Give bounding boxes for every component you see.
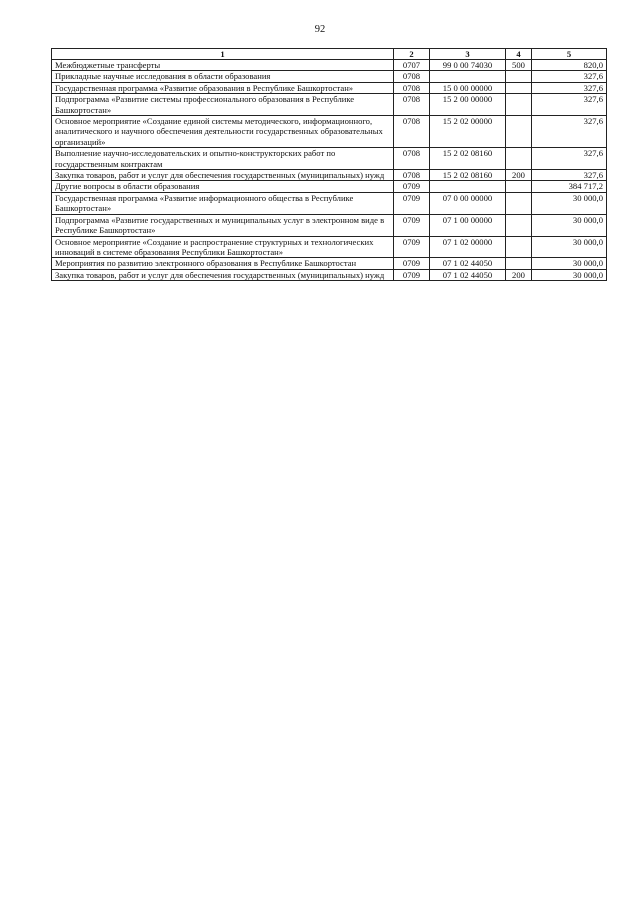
- row-expense-type: [506, 71, 532, 82]
- row-name: Выполнение научно-исследовательских и опытно-конструкторских работ по государственным контрактам: [52, 148, 394, 170]
- row-section-code: 0708: [394, 116, 430, 148]
- header-col-3: 3: [430, 49, 506, 60]
- row-amount: 327,6: [532, 71, 607, 82]
- row-section-code: 0708: [394, 71, 430, 82]
- table-row: [52, 116, 607, 148]
- row-name: Межбюджетные трансферты: [52, 60, 394, 71]
- row-target-code: 15 2 00 00000: [430, 94, 506, 116]
- row-target-code: 15 2 02 08160: [430, 170, 506, 181]
- row-section-code: 0709: [394, 236, 430, 258]
- row-amount: 30 000,0: [532, 192, 607, 214]
- row-expense-type: 200: [506, 170, 532, 181]
- table-header: [52, 49, 607, 60]
- table-row: [52, 82, 607, 93]
- row-section-code: 0709: [394, 258, 430, 269]
- row-name: Подпрограмма «Развитие системы профессионального образования в Республике Башкортостан»: [52, 94, 394, 116]
- row-section-code: 0708: [394, 148, 430, 170]
- row-amount: 30 000,0: [532, 214, 607, 236]
- row-expense-type: 500: [506, 60, 532, 71]
- table-row: [52, 269, 607, 280]
- table-row: [52, 258, 607, 269]
- header-col-2: 2: [394, 49, 430, 60]
- row-amount: 327,6: [532, 116, 607, 148]
- row-expense-type: [506, 148, 532, 170]
- row-name: Подпрограмма «Развитие государственных и муниципальных услуг в электронном виде в Республике Башкортостан»: [52, 214, 394, 236]
- row-name: Государственная программа «Развитие образования в Республике Башкортостан»: [52, 82, 394, 93]
- row-target-code: 07 1 02 00000: [430, 236, 506, 258]
- row-expense-type: [506, 116, 532, 148]
- row-target-code: 07 0 00 00000: [430, 192, 506, 214]
- row-name: Прикладные научные исследования в области образования: [52, 71, 394, 82]
- row-section-code: 0707: [394, 60, 430, 71]
- row-amount: 327,6: [532, 94, 607, 116]
- row-expense-type: [506, 82, 532, 93]
- row-section-code: 0708: [394, 170, 430, 181]
- header-col-1: 1: [52, 49, 394, 60]
- row-section-code: 0708: [394, 94, 430, 116]
- row-expense-type: [506, 258, 532, 269]
- header-col-4: 4: [506, 49, 532, 60]
- row-amount: 327,6: [532, 148, 607, 170]
- table-body: [52, 60, 607, 281]
- row-expense-type: [506, 181, 532, 192]
- page-number: 92: [314, 24, 326, 35]
- table-row: [52, 170, 607, 181]
- table-row: [52, 181, 607, 192]
- row-name: Основное мероприятие «Создание и распространение структурных и технологических инноваций в системе образования Республики Башкортостан»: [52, 236, 394, 258]
- row-expense-type: [506, 236, 532, 258]
- row-name: Другие вопросы в области образования: [52, 181, 394, 192]
- table-row: [52, 94, 607, 116]
- row-section-code: 0709: [394, 192, 430, 214]
- table-row: [52, 236, 607, 258]
- table-row: [52, 214, 607, 236]
- row-target-code: 99 0 00 74030: [430, 60, 506, 71]
- row-target-code: 15 0 00 00000: [430, 82, 506, 93]
- row-target-code: 07 1 02 44050: [430, 269, 506, 280]
- table-row: [52, 71, 607, 82]
- row-target-code: 15 2 02 00000: [430, 116, 506, 148]
- row-section-code: 0708: [394, 82, 430, 93]
- budget-table: [51, 48, 607, 281]
- row-name: Мероприятия по развитию электронного образования в Республике Башкортостан: [52, 258, 394, 269]
- table-row: [52, 192, 607, 214]
- row-target-code: 15 2 02 08160: [430, 148, 506, 170]
- header-col-5: 5: [532, 49, 607, 60]
- row-target-code: [430, 181, 506, 192]
- row-name: Закупка товаров, работ и услуг для обеспечения государственных (муниципальных) нужд: [52, 170, 394, 181]
- row-amount: 327,6: [532, 82, 607, 93]
- row-name: Государственная программа «Развитие информационного общества в Республике Башкортостан»: [52, 192, 394, 214]
- row-amount: 30 000,0: [532, 269, 607, 280]
- row-target-code: [430, 71, 506, 82]
- row-target-code: 07 1 02 44050: [430, 258, 506, 269]
- row-amount: 30 000,0: [532, 236, 607, 258]
- row-name: Основное мероприятие «Создание единой системы методического, информационного, аналитического и научного обеспечения деятельности государственных образовательных организаций»: [52, 116, 394, 148]
- row-amount: 384 717,2: [532, 181, 607, 192]
- row-section-code: 0709: [394, 214, 430, 236]
- row-expense-type: [506, 94, 532, 116]
- row-amount: 820,0: [532, 60, 607, 71]
- row-amount: 327,6: [532, 170, 607, 181]
- row-name: Закупка товаров, работ и услуг для обеспечения государственных (муниципальных) нужд: [52, 269, 394, 280]
- header-row: [52, 49, 607, 60]
- row-expense-type: [506, 192, 532, 214]
- table-row: [52, 148, 607, 170]
- row-section-code: 0709: [394, 269, 430, 280]
- row-target-code: 07 1 00 00000: [430, 214, 506, 236]
- row-expense-type: 200: [506, 269, 532, 280]
- row-expense-type: [506, 214, 532, 236]
- table-row: [52, 60, 607, 71]
- row-section-code: 0709: [394, 181, 430, 192]
- row-amount: 30 000,0: [532, 258, 607, 269]
